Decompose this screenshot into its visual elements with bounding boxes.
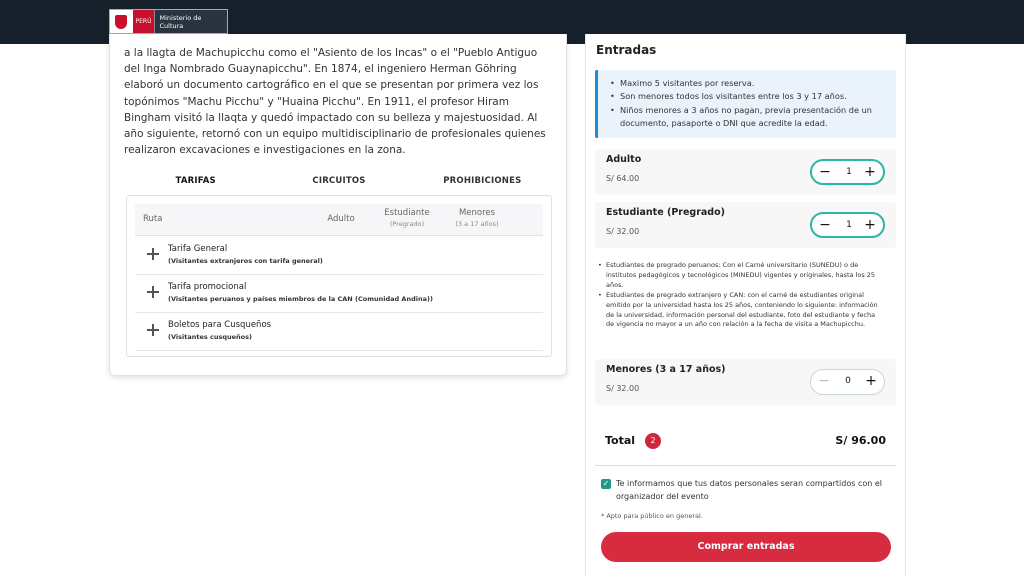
row-title: Boletos para Cusqueños — [168, 320, 272, 330]
total-label: Total — [605, 434, 636, 447]
increment-button[interactable]: + — [864, 164, 876, 180]
ticket-count-badge: 2 — [645, 433, 661, 449]
row-title: Tarifa General — [168, 244, 228, 254]
increment-button[interactable]: + — [864, 217, 876, 233]
row-subtitle: (Visitantes cusqueños) — [168, 333, 252, 341]
ticket-name: Estudiante (Pregrado) — [606, 207, 725, 218]
ticket-minors — [595, 359, 896, 405]
booking-panel — [585, 34, 906, 576]
header-minors-note: (3 a 17 años) — [455, 220, 499, 228]
ticket-price: S/ 32.00 — [606, 384, 640, 393]
increment-button[interactable]: + — [865, 373, 877, 389]
header-student — [379, 208, 435, 230]
header-minors-label: Menores — [458, 208, 496, 218]
quantity-value: 0 — [845, 376, 851, 386]
ticket-name: Adulto — [606, 154, 642, 165]
ministerio-cultura-logo[interactable] — [109, 9, 228, 34]
consent-checkbox[interactable]: ✓ — [602, 479, 610, 488]
expand-plus-icon[interactable] — [147, 324, 159, 336]
header-minors — [449, 208, 505, 230]
info-tabs — [124, 173, 554, 195]
ticket-price: S/ 32.00 — [606, 227, 640, 236]
total-amount: S/ 96.00 — [835, 434, 886, 447]
booking-title: Entradas — [596, 43, 657, 57]
expand-plus-icon[interactable] — [147, 248, 159, 260]
ticket-price: S/ 64.00 — [606, 174, 640, 183]
booking-info-box — [595, 70, 896, 138]
audience-note: * Apto para público en general. — [601, 512, 703, 520]
quantity-value: 1 — [846, 167, 852, 177]
ticket-name: Menores (3 a 17 años) — [606, 364, 726, 375]
info-item: • Maximo 5 visitantes por reserva. — [610, 77, 888, 90]
decrement-button[interactable]: − — [819, 217, 831, 233]
info-card — [109, 34, 567, 376]
row-subtitle: (Visitantes peruanos y países miembros de la CAN (Comunidad Andina)) — [168, 295, 433, 303]
info-item: • Niños menores a 3 años no pagan, previa presentación de un documento, pasaporte o DNI que acredite la edad. — [610, 104, 888, 131]
consent-text: Te informamos que tus datos personales seran compartidos con el organizador del evento — [616, 479, 883, 502]
logo-country: PERÚ — [133, 10, 155, 33]
decrement-button[interactable]: − — [818, 373, 830, 389]
table-row[interactable] — [135, 313, 543, 351]
quantity-stepper — [810, 212, 885, 238]
peru-crest-icon — [110, 10, 133, 33]
logo-ministry: Ministerio de Cultura — [154, 10, 227, 33]
quantity-stepper — [810, 159, 885, 185]
table-header — [135, 204, 543, 236]
expand-plus-icon[interactable] — [147, 286, 159, 298]
ticket-student — [595, 202, 896, 248]
table-row[interactable] — [135, 237, 543, 275]
consent-row — [601, 477, 891, 503]
student-notes — [598, 261, 884, 330]
row-subtitle: (Visitantes extranjeros con tarifa general) — [168, 257, 323, 265]
header-student-note: (Pregrado) — [389, 220, 425, 228]
buy-tickets-button[interactable]: Comprar entradas — [601, 532, 891, 562]
header-student-label: Estudiante — [384, 208, 430, 218]
quantity-stepper — [810, 369, 885, 395]
tarifas-table — [126, 195, 552, 357]
info-item: • Son menores todos los visitantes entre los 3 y 17 años. — [610, 90, 888, 103]
intro-paragraph: a la llagta de Machupicchu como el "Asiento de los Incas" o el "Pueblo Antiguo del Inga Nombrado Guaynapicchu". En 1874, el ingeniero Herman Göhring elaboró un documento cartográfico en el que se presentan por primera vez los topónimos "Machu Picchu" y "Huaina Picchu". En 1911, el profesor Hiram Bingham visitó la llaqta y quedó impactado con su belleza y majestuosidad. Al año siguiente, retornó con un equipo multidisciplinario de profesionales quienes realizaron excavaciones e investigaciones en la zona. — [124, 47, 546, 157]
header-route: Ruta — [143, 214, 163, 224]
quantity-value: 1 — [846, 220, 852, 230]
total-row — [595, 422, 896, 466]
row-title: Tarifa promocional — [168, 282, 247, 292]
student-note: • Estudiantes de pregrado peruanos: Con el Carné universitario (SUNEDU) o de institutos pedagógicos y tecnológicos (MINEDU) vigentes y originales, hasta los 25 años. — [598, 261, 884, 291]
decrement-button[interactable]: − — [819, 164, 831, 180]
tab-circuitos[interactable]: CIRCUITOS — [312, 176, 366, 186]
header-adult: Adulto — [327, 214, 355, 224]
student-note: • Estudiantes de pregrado extranjero y CAN: con el carné de estudiantes original emitido por la universidad hasta los 25 años, conteniendo lo siguiente: información de la universidad, información personal del estudiante, foto del estudiante y fecha de vigencia no mayor a un año con relación a la fecha de visita a Machupicchu. — [598, 291, 884, 331]
ticket-adult — [595, 149, 896, 195]
tab-tarifas[interactable]: TARIFAS — [175, 176, 216, 186]
table-row[interactable] — [135, 275, 543, 313]
tab-prohibiciones[interactable]: PROHIBICIONES — [443, 176, 522, 186]
